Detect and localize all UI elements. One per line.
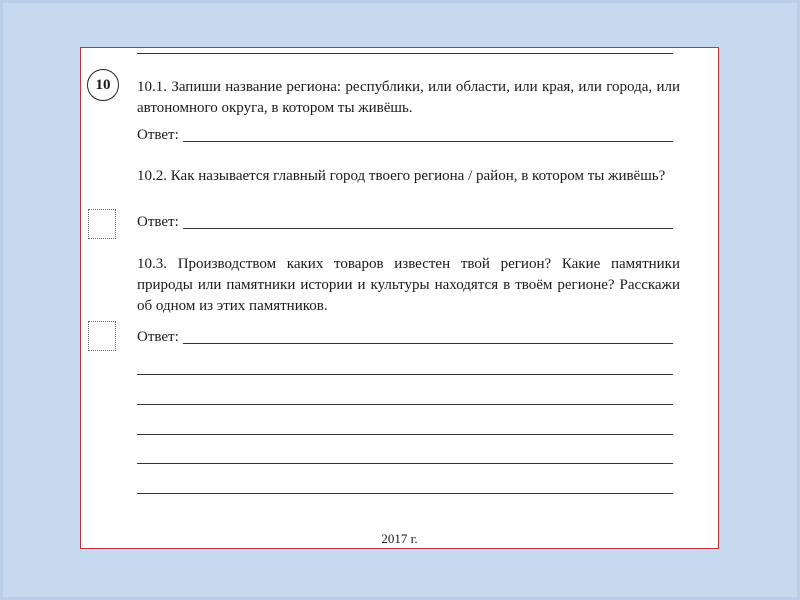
answer-field-10-1[interactable] [137,124,673,144]
answer-field-10-2[interactable] [137,211,673,231]
answer-label: Ответ: [137,214,179,230]
task-10-3-text: 10.3. Производством каких товаров известен твой регион? Какие памятники природы или памятники истории и культуры находятся в твоём регионе? Расскажи об одном из этих памятников. [137,256,680,314]
answer-label: Ответ: [137,329,179,345]
footer-year: 2017 г. [381,531,418,546]
top-rule [137,53,673,54]
answer-label: Ответ: [137,127,179,143]
score-box-10-3[interactable] [88,321,116,351]
answer-line-extra-3[interactable] [137,434,673,435]
task-10-1-text: 10.1. Запиши название региона: республики, или области, или края, или города, или автономного округа, в котором ты живёшь. [137,79,680,116]
question-number-badge: 10 [87,69,119,101]
answer-line-extra-5[interactable] [137,493,673,494]
answer-line-extra-1[interactable] [137,374,673,375]
answer-line [183,227,673,229]
task-10-2-text: 10.2. Как называется главный город твоего региона / район, в котором ты живёшь? [137,168,666,184]
answer-field-10-3[interactable] [137,326,673,346]
score-box-10-2[interactable] [88,209,116,239]
answer-line [183,342,673,344]
answer-line [183,140,673,142]
answer-line-extra-4[interactable] [137,463,673,464]
worksheet-page [80,47,719,549]
answer-line-extra-2[interactable] [137,404,673,405]
